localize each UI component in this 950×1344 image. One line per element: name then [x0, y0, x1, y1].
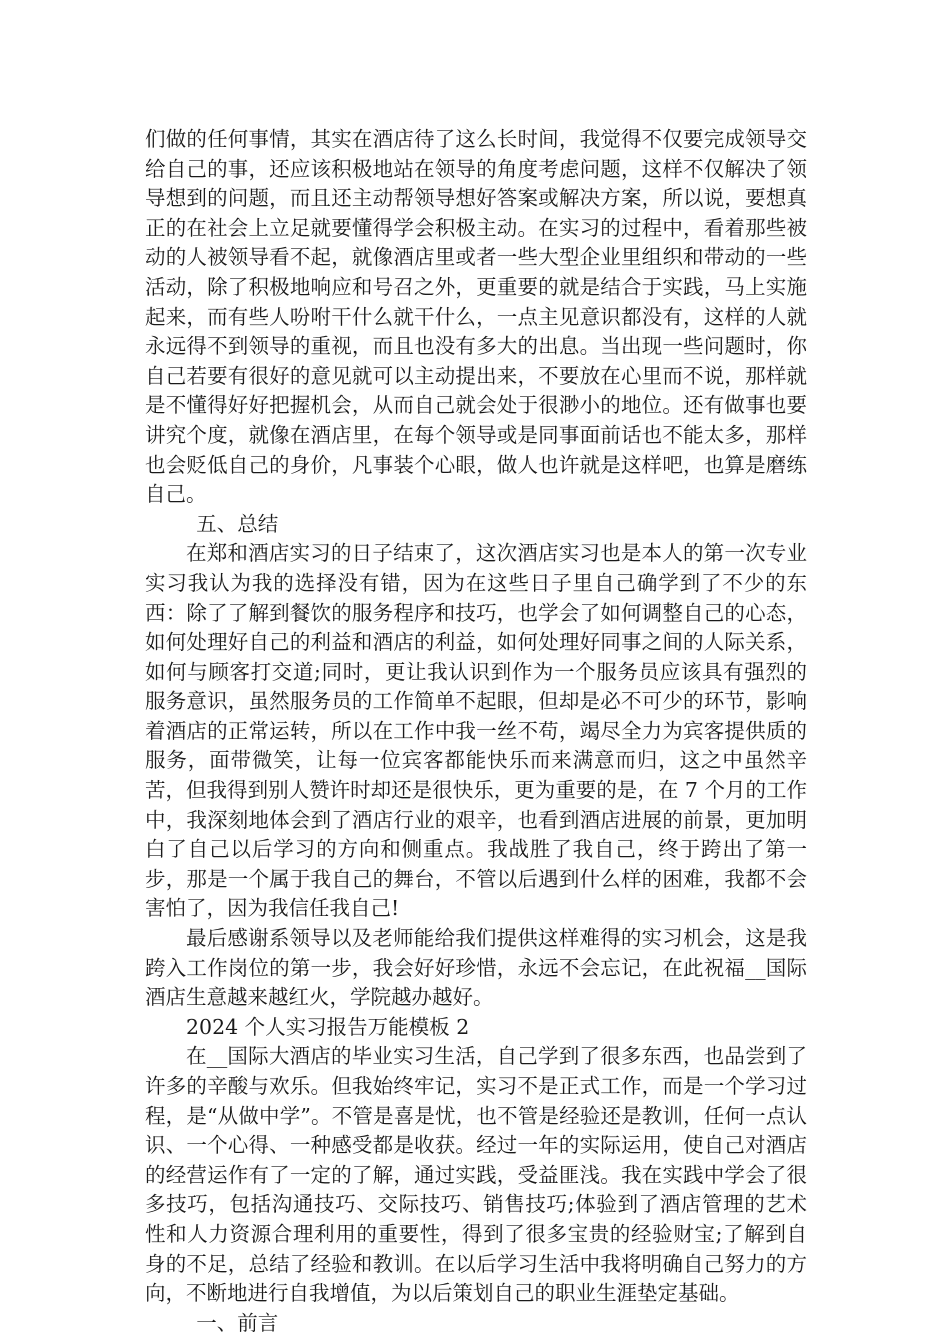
section-heading-preface: 一、前言	[196, 1310, 279, 1335]
document-body	[145, 125, 807, 1338]
body-paragraph: 在郑和酒店实习的日子结束了，这次酒店实习也是本人的第一次专业实习我认为我的选择没有错，因为在这些日子里自己确学到了不少的东西：除了了解到餐饮的服务程序和技巧，也学会了如何调整自己的心态，如何处理好自己的利益和酒店的利益，如何处理好同事之间的人际关系，如何与顾客打交道;同时，更让我认识到作为一个服务员应该具有强烈的服务意识，虽然服务员的工作简单不起眼，但却是必不可少的环节，影响着酒店的正常运转，所以在工作中我一丝不苟，竭尽全力为宾客提供质的服务，面带微笑，让每一位宾客都能快乐而来满意而归，这之中虽然辛苦，但我得到别人赞许时却还是很快乐，更为重要的是，在 7 个月的工作中，我深刻地体会到了酒店行业的艰辛，也看到酒店进展的前景，更加明白了自己以后学习的方向和侧重点。我战胜了我自己，终于跨出了第一步，那是一个属于我自己的舞台，不管以后遇到什么样的困难，我都不会害怕了，因为我信任我自己!	[145, 541, 807, 921]
body-paragraph: 们做的任何事情，其实在酒店待了这么长时间，我觉得不仅要完成领导交给自己的事，还应该积极地站在领导的角度考虑问题，这样不仅解决了领导想到的问题，而且还主动帮领导想好答案或解决方案，所以说，要想真正的在社会上立足就要懂得学会积极主动。在实习的过程中，看着那些被动的人被领导看不起，就像酒店里或者一些大型企业里组织和带动的一些活动，除了积极地响应和号召之外，更重要的就是结合于实践，马上实施起来，而有些人吩咐干什么就干什么，一点主见意识都没有，这样的人就永远得不到领导的重视，而且也没有多大的出息。当出现一些问题时，你自己若要有很好的意见就可以主动提出来，不要放在心里而不说，那样就是不懂得好好把握机会，从而自己就会处于很渺小的地位。还有做事也要讲究个度，就像在酒店里，在每个领导或是同事面前话也不能太多，那样也会贬低自己的身价，凡事装个心眼，做人也许就是这样吧，也算是磨练自己。	[145, 127, 807, 507]
section-heading-summary: 五、总结	[196, 511, 279, 536]
document-title: 2024 个人实习报告万能模板 2	[186, 1014, 470, 1039]
body-paragraph: 最后感谢系领导以及老师能给我们提供这样难得的实习机会，这是我跨入工作岗位的第一步，我会好好珍惜，永远不会忘记，在此祝福__国际酒店生意越来越红火，学院越办越好。	[145, 926, 807, 1010]
body-paragraph: 在__国际大酒店的毕业实习生活，自己学到了很多东西，也品尝到了许多的辛酸与欢乐。但我始终牢记，实习不是正式工作，而是一个学习过程，是“从做中学”。不管是喜是忧，也不管是经验还是教训，任何一点认识、一个心得、一种感受都是收获。经过一年的实际运用，使自己对酒店的经营运作有了一定的了解，通过实践，受益匪浅。我在实践中学会了很多技巧，包括沟通技巧、交际技巧、销售技巧;体验到了酒店管理的艺术性和人力资源合理利用的重要性，得到了很多宝贵的经验财宝;了解到自身的不足，总结了经验和教训。在以后学习生活中我将明确自己努力的方向，不断地进行自我增值，为以后策划自己的职业生涯垫定基础。	[145, 1044, 807, 1306]
